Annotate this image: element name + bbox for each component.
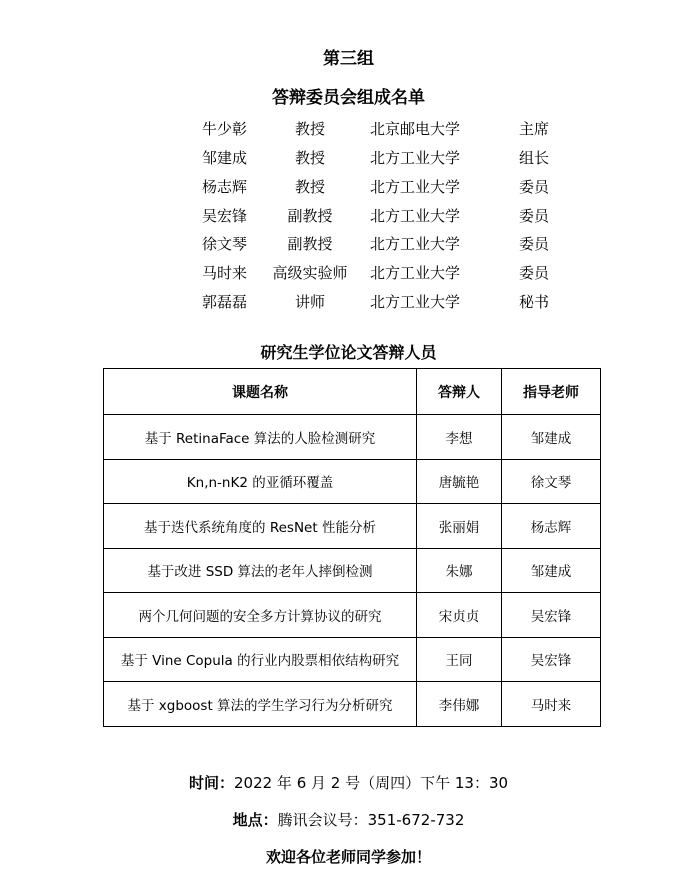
member-name: 马时来 bbox=[202, 264, 248, 282]
topic-cell: 基于迭代系统角度的 ResNet 性能分析 bbox=[104, 504, 417, 549]
student-cell: 李想 bbox=[417, 415, 502, 460]
topic-cell: 基于改进 SSD 算法的老年人摔倒检测 bbox=[104, 548, 417, 593]
member-name: 邹建成 bbox=[202, 149, 248, 167]
member-title: 教授 bbox=[294, 178, 325, 196]
topic-cell: 基于 Vine Copula 的行业内股票相依结构研究 bbox=[104, 637, 417, 682]
member-role: 委员 bbox=[519, 178, 550, 196]
advisor-cell: 吴宏锋 bbox=[502, 593, 601, 638]
table-row bbox=[104, 637, 601, 682]
time-label: 时间： bbox=[188, 774, 234, 792]
member-name: 杨志辉 bbox=[202, 178, 248, 196]
student-cell: 宋贞贞 bbox=[417, 593, 502, 638]
member-name: 吴宏锋 bbox=[202, 207, 248, 225]
table-row bbox=[104, 504, 601, 549]
place-value: 腾讯会议号：351-672-732 bbox=[277, 811, 465, 829]
member-org: 北方工业大学 bbox=[370, 264, 461, 282]
committee-member bbox=[0, 176, 697, 200]
committee-title: 答辩委员会组成名单 bbox=[272, 88, 425, 108]
students-section-title: 研究生学位论文答辩人员 bbox=[260, 343, 437, 362]
student-cell: 王同 bbox=[417, 637, 502, 682]
topic-cell: 基于 xgboost 算法的学生学习行为分析研究 bbox=[104, 682, 417, 727]
committee-member bbox=[0, 262, 697, 286]
place-label: 地点： bbox=[232, 811, 278, 829]
member-org: 北方工业大学 bbox=[370, 207, 461, 225]
committee-member bbox=[0, 118, 697, 142]
topic-cell: 基于 RetinaFace 算法的人脸检测研究 bbox=[104, 415, 417, 460]
member-org: 北方工业大学 bbox=[370, 235, 461, 253]
member-org: 北方工业大学 bbox=[370, 178, 461, 196]
header-topic: 课题名称 bbox=[104, 369, 417, 415]
student-cell: 李伟娜 bbox=[417, 682, 502, 727]
member-title: 副教授 bbox=[287, 207, 333, 225]
committee-member bbox=[0, 147, 697, 171]
committee-member bbox=[0, 291, 697, 315]
group-title: 第三组 bbox=[323, 49, 374, 69]
committee-member bbox=[0, 233, 697, 257]
member-title: 副教授 bbox=[287, 235, 333, 253]
member-name: 牛少彰 bbox=[202, 120, 248, 138]
member-role: 委员 bbox=[519, 235, 550, 253]
table-header-row bbox=[104, 369, 601, 415]
advisor-cell: 邹建成 bbox=[502, 415, 601, 460]
member-org: 北京邮电大学 bbox=[370, 120, 461, 138]
place-line bbox=[0, 809, 697, 830]
member-role: 委员 bbox=[519, 207, 550, 225]
student-cell: 张丽娟 bbox=[417, 504, 502, 549]
table-row bbox=[104, 548, 601, 593]
member-title: 讲师 bbox=[294, 293, 325, 311]
committee-member bbox=[0, 205, 697, 229]
advisor-cell: 杨志辉 bbox=[502, 504, 601, 549]
advisor-cell: 马时来 bbox=[502, 682, 601, 727]
student-cell: 朱娜 bbox=[417, 548, 502, 593]
member-title: 教授 bbox=[294, 149, 325, 167]
member-role: 委员 bbox=[519, 264, 550, 282]
topic-cell: Kn,n-nK2 的亚循环覆盖 bbox=[104, 459, 417, 504]
student-cell: 唐毓艳 bbox=[417, 459, 502, 504]
member-name: 郭磊磊 bbox=[202, 293, 248, 311]
header-student: 答辩人 bbox=[417, 369, 502, 415]
table-row bbox=[104, 459, 601, 504]
member-title: 高级实验师 bbox=[272, 264, 348, 282]
member-role: 主席 bbox=[519, 120, 550, 138]
time-value: 2022 年 6 月 2 号（周四）下午 13：30 bbox=[233, 774, 509, 792]
advisor-cell: 吴宏锋 bbox=[502, 637, 601, 682]
header-advisor: 指导老师 bbox=[502, 369, 601, 415]
member-role: 秘书 bbox=[519, 293, 550, 311]
table-row bbox=[104, 682, 601, 727]
table-row bbox=[104, 415, 601, 460]
time-line bbox=[0, 772, 697, 793]
member-title: 教授 bbox=[294, 120, 325, 138]
member-org: 北方工业大学 bbox=[370, 293, 461, 311]
member-role: 组长 bbox=[519, 149, 550, 167]
advisor-cell: 邹建成 bbox=[502, 548, 601, 593]
table-row bbox=[104, 593, 601, 638]
member-name: 徐文琴 bbox=[202, 235, 248, 253]
advisor-cell: 徐文琴 bbox=[502, 459, 601, 504]
member-org: 北方工业大学 bbox=[370, 149, 461, 167]
topic-cell: 两个几何问题的安全多方计算协议的研究 bbox=[104, 593, 417, 638]
thesis-table bbox=[103, 368, 601, 727]
welcome-message: 欢迎各位老师同学参加！ bbox=[265, 848, 431, 866]
